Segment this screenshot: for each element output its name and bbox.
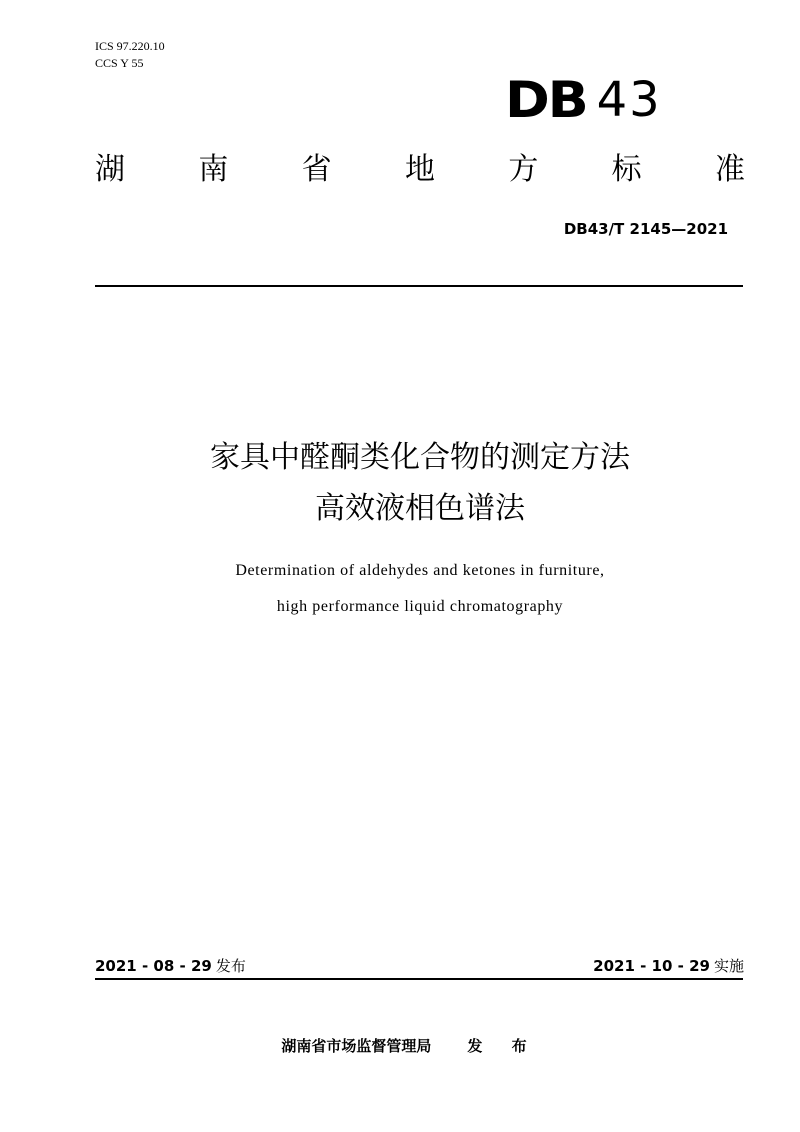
implement-label: 实施 — [713, 957, 744, 975]
bottom-divider — [95, 978, 743, 980]
publish-label: 发布 — [215, 957, 246, 975]
chinese-title-line-2: 高效液相色谱法 — [315, 491, 525, 526]
standard-kind-heading — [95, 150, 745, 190]
implement-date-block — [593, 955, 744, 977]
ics-code: ICS 97.220.10 — [95, 39, 165, 53]
db-standard-mark — [505, 70, 662, 130]
standard-kind-char: 省 — [301, 152, 332, 187]
ccs-code: CCS Y 55 — [95, 56, 144, 70]
english-title-line-2: high performance liquid chromatography — [276, 598, 564, 615]
issuer-action: 发 布 — [467, 1037, 539, 1055]
implement-date: 2021 - 10 - 29 — [593, 957, 710, 975]
issuer-name: 湖南省市场监督管理局 — [281, 1037, 432, 1055]
standard-kind-char: 标 — [611, 152, 642, 187]
chinese-title — [0, 432, 800, 534]
standard-kind-char: 准 — [714, 152, 745, 187]
issuing-authority — [0, 1034, 800, 1058]
standard-kind-char: 湖 — [95, 152, 125, 187]
english-title-line-1: Determination of aldehydes and ketones in furniture, — [235, 562, 605, 579]
db-logo: DB — [505, 71, 587, 129]
standard-kind-char: 方 — [508, 152, 539, 187]
classification-codes — [95, 38, 165, 72]
publish-date-block — [95, 955, 246, 977]
province-code: 43 — [596, 72, 662, 128]
top-divider — [95, 285, 743, 287]
standard-kind-char: 地 — [404, 152, 435, 187]
publish-date: 2021 - 08 - 29 — [95, 957, 212, 975]
standard-kind-char: 南 — [198, 152, 229, 187]
english-title — [0, 553, 800, 625]
standard-number: DB43/T 2145—2021 — [563, 220, 728, 238]
chinese-title-line-1: 家具中醛酮类化合物的测定方法 — [210, 440, 630, 475]
